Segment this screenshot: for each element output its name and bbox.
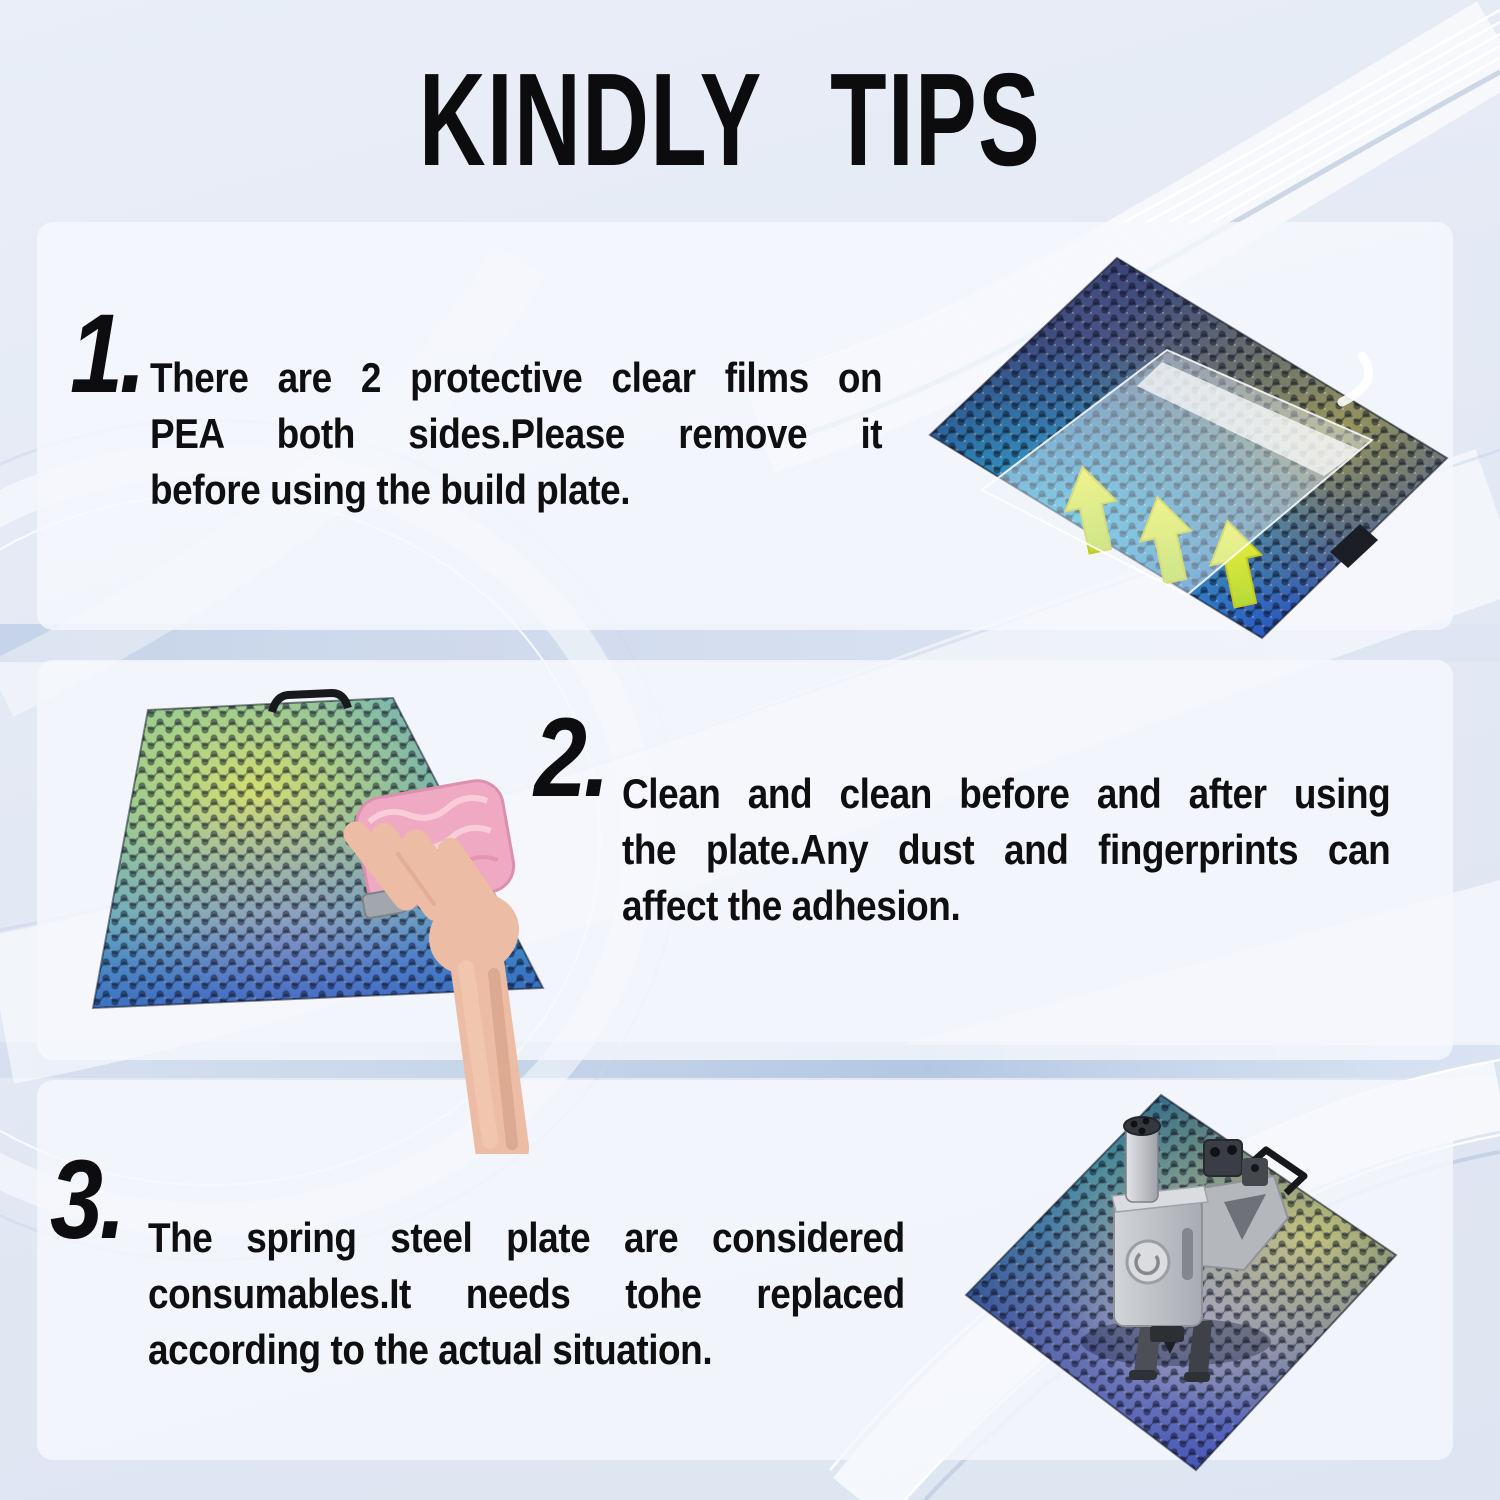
tip3-line2: consumables.It needs tohe replaced	[148, 1270, 905, 1317]
tip3-line1: The spring steel plate are considered	[148, 1214, 905, 1261]
build-plate-photo-cleaning	[66, 686, 568, 1154]
tip2-line2: the plate.Any dust and fingerprints can	[622, 826, 1391, 873]
tip3-number: 3.	[50, 1137, 123, 1262]
tip2-line3: affect the adhesion.	[622, 882, 961, 929]
tip3-line3: according to the actual situation.	[148, 1326, 713, 1373]
tip1-text	[150, 350, 882, 518]
build-plate-photo-film-peel	[912, 250, 1460, 642]
build-plate-photo-extruder	[936, 1080, 1468, 1472]
tip2-text	[622, 766, 1390, 934]
tip2-line1: Clean and clean before and after using	[622, 770, 1391, 817]
tip2-number: 2.	[534, 695, 607, 820]
tip1-line1: There are 2 protective clear films on	[150, 354, 883, 401]
extruder-logo	[1127, 1241, 1169, 1283]
page-title: KINDLY TIPS	[418, 46, 1042, 193]
tip1-line3: before using the build plate.	[150, 466, 631, 513]
tip1-line2: PEA both sides.Please remove it	[150, 410, 883, 457]
tip3-text	[148, 1210, 905, 1378]
tip1-number: 1.	[70, 291, 143, 416]
